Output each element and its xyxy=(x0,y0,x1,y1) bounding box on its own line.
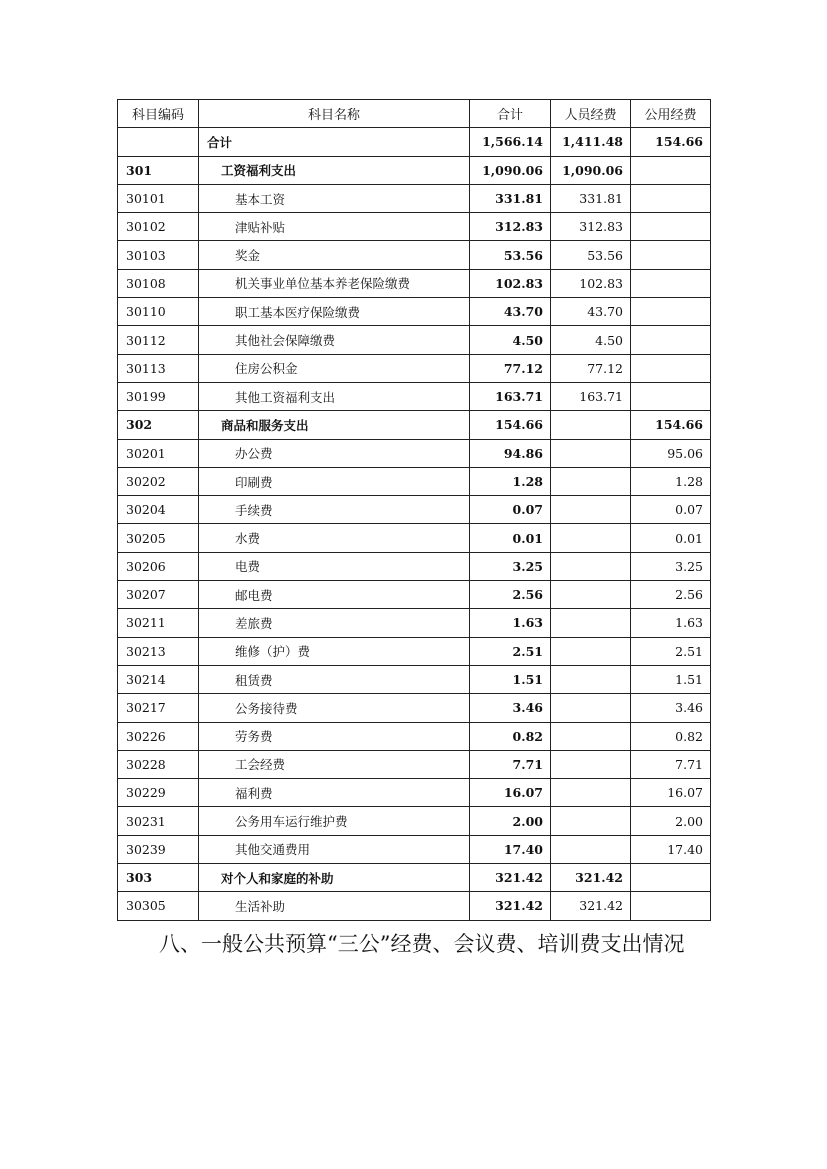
row-code: 30112 xyxy=(118,326,199,354)
row-total: 53.56 xyxy=(470,241,551,269)
row-total: 2.56 xyxy=(470,581,551,609)
table-row xyxy=(118,665,711,693)
row-code: 30201 xyxy=(118,439,199,467)
row-name: 生活补助 xyxy=(199,892,470,920)
row-public xyxy=(631,354,711,382)
row-name: 公务用车运行维护费 xyxy=(199,807,470,835)
row-personnel xyxy=(551,609,631,637)
row-public: 2.00 xyxy=(631,807,711,835)
table-row xyxy=(118,467,711,495)
table-row xyxy=(118,298,711,326)
row-public xyxy=(631,326,711,354)
table-row xyxy=(118,496,711,524)
row-personnel xyxy=(551,496,631,524)
row-code: 30211 xyxy=(118,609,199,637)
row-name: 对个人和家庭的补助 xyxy=(199,864,470,892)
row-name: 工资福利支出 xyxy=(199,156,470,184)
row-code: 30199 xyxy=(118,382,199,410)
table-row xyxy=(118,552,711,580)
row-code: 30239 xyxy=(118,835,199,863)
row-name: 电费 xyxy=(199,552,470,580)
row-public xyxy=(631,298,711,326)
row-personnel xyxy=(551,524,631,552)
row-total: 3.25 xyxy=(470,552,551,580)
table-row xyxy=(118,835,711,863)
row-name: 基本工资 xyxy=(199,184,470,212)
row-personnel: 1,411.48 xyxy=(551,128,631,156)
row-total: 0.01 xyxy=(470,524,551,552)
row-total: 321.42 xyxy=(470,892,551,920)
row-name: 租赁费 xyxy=(199,665,470,693)
row-public: 16.07 xyxy=(631,779,711,807)
row-public: 2.51 xyxy=(631,637,711,665)
row-public: 7.71 xyxy=(631,750,711,778)
row-total: 102.83 xyxy=(470,269,551,297)
row-personnel xyxy=(551,581,631,609)
row-total: 1.63 xyxy=(470,609,551,637)
row-total: 17.40 xyxy=(470,835,551,863)
row-code: 30226 xyxy=(118,722,199,750)
table-row xyxy=(118,750,711,778)
row-public: 1.51 xyxy=(631,665,711,693)
row-personnel xyxy=(551,552,631,580)
header-public: 公用经费 xyxy=(631,100,711,128)
row-name: 劳务费 xyxy=(199,722,470,750)
row-name: 工会经费 xyxy=(199,750,470,778)
row-total: 2.00 xyxy=(470,807,551,835)
row-personnel xyxy=(551,722,631,750)
row-public: 154.66 xyxy=(631,128,711,156)
row-personnel: 4.50 xyxy=(551,326,631,354)
table-header-row xyxy=(118,100,711,128)
row-public xyxy=(631,864,711,892)
row-code: 30217 xyxy=(118,694,199,722)
row-personnel: 77.12 xyxy=(551,354,631,382)
row-total: 0.07 xyxy=(470,496,551,524)
row-personnel xyxy=(551,807,631,835)
row-total: 0.82 xyxy=(470,722,551,750)
row-code: 30202 xyxy=(118,467,199,495)
row-name: 办公费 xyxy=(199,439,470,467)
header-total: 合计 xyxy=(470,100,551,128)
header-code: 科目编码 xyxy=(118,100,199,128)
row-code: 30213 xyxy=(118,637,199,665)
row-total: 1,090.06 xyxy=(470,156,551,184)
row-public xyxy=(631,241,711,269)
row-total: 154.66 xyxy=(470,411,551,439)
row-name: 水费 xyxy=(199,524,470,552)
row-code: 30305 xyxy=(118,892,199,920)
row-code: 30113 xyxy=(118,354,199,382)
row-code: 30103 xyxy=(118,241,199,269)
row-personnel xyxy=(551,439,631,467)
row-name: 公务接待费 xyxy=(199,694,470,722)
row-public: 3.46 xyxy=(631,694,711,722)
row-code: 30207 xyxy=(118,581,199,609)
table-row xyxy=(118,864,711,892)
row-code: 30108 xyxy=(118,269,199,297)
row-public: 0.82 xyxy=(631,722,711,750)
row-public xyxy=(631,382,711,410)
table-row xyxy=(118,609,711,637)
row-name: 商品和服务支出 xyxy=(199,411,470,439)
row-public xyxy=(631,156,711,184)
row-code: 301 xyxy=(118,156,199,184)
row-name: 住房公积金 xyxy=(199,354,470,382)
row-public: 1.63 xyxy=(631,609,711,637)
expenditure-table xyxy=(117,99,711,921)
header-name: 科目名称 xyxy=(199,100,470,128)
row-code: 30214 xyxy=(118,665,199,693)
row-total: 1,566.14 xyxy=(470,128,551,156)
row-personnel xyxy=(551,467,631,495)
row-total: 2.51 xyxy=(470,637,551,665)
row-total: 1.28 xyxy=(470,467,551,495)
row-personnel: 331.81 xyxy=(551,184,631,212)
row-code: 303 xyxy=(118,864,199,892)
row-personnel: 163.71 xyxy=(551,382,631,410)
row-name: 其他交通费用 xyxy=(199,835,470,863)
table-row xyxy=(118,128,711,156)
row-name: 其他工资福利支出 xyxy=(199,382,470,410)
table-row xyxy=(118,694,711,722)
row-total: 43.70 xyxy=(470,298,551,326)
table-row xyxy=(118,156,711,184)
table-row xyxy=(118,439,711,467)
row-total: 94.86 xyxy=(470,439,551,467)
table-row xyxy=(118,807,711,835)
table-row xyxy=(118,892,711,920)
table-row xyxy=(118,382,711,410)
row-personnel xyxy=(551,694,631,722)
row-personnel xyxy=(551,835,631,863)
row-personnel xyxy=(551,779,631,807)
row-total: 312.83 xyxy=(470,213,551,241)
table-row xyxy=(118,354,711,382)
row-total: 1.51 xyxy=(470,665,551,693)
row-personnel xyxy=(551,750,631,778)
row-personnel xyxy=(551,411,631,439)
row-name: 合计 xyxy=(199,128,470,156)
row-personnel xyxy=(551,637,631,665)
row-total: 321.42 xyxy=(470,864,551,892)
row-public xyxy=(631,269,711,297)
row-total: 163.71 xyxy=(470,382,551,410)
row-public: 2.56 xyxy=(631,581,711,609)
row-name: 福利费 xyxy=(199,779,470,807)
row-name: 印刷费 xyxy=(199,467,470,495)
table-row xyxy=(118,184,711,212)
row-total: 16.07 xyxy=(470,779,551,807)
row-name: 邮电费 xyxy=(199,581,470,609)
row-total: 331.81 xyxy=(470,184,551,212)
table-row xyxy=(118,779,711,807)
row-personnel: 321.42 xyxy=(551,864,631,892)
row-public: 0.01 xyxy=(631,524,711,552)
row-code: 30205 xyxy=(118,524,199,552)
row-code: 30229 xyxy=(118,779,199,807)
row-personnel: 312.83 xyxy=(551,213,631,241)
table-row xyxy=(118,581,711,609)
row-personnel: 102.83 xyxy=(551,269,631,297)
row-name: 职工基本医疗保险缴费 xyxy=(199,298,470,326)
row-public xyxy=(631,184,711,212)
row-name: 奖金 xyxy=(199,241,470,269)
row-public: 1.28 xyxy=(631,467,711,495)
table-row xyxy=(118,411,711,439)
row-name: 手续费 xyxy=(199,496,470,524)
row-total: 77.12 xyxy=(470,354,551,382)
row-code: 30204 xyxy=(118,496,199,524)
row-public: 3.25 xyxy=(631,552,711,580)
row-total: 7.71 xyxy=(470,750,551,778)
row-public: 17.40 xyxy=(631,835,711,863)
table-row xyxy=(118,213,711,241)
row-personnel xyxy=(551,665,631,693)
row-code: 30110 xyxy=(118,298,199,326)
row-name: 津贴补贴 xyxy=(199,213,470,241)
row-code: 30231 xyxy=(118,807,199,835)
row-total: 3.46 xyxy=(470,694,551,722)
row-code xyxy=(118,128,199,156)
row-public: 154.66 xyxy=(631,411,711,439)
table-row xyxy=(118,637,711,665)
row-personnel: 53.56 xyxy=(551,241,631,269)
row-code: 302 xyxy=(118,411,199,439)
row-code: 30206 xyxy=(118,552,199,580)
row-public: 0.07 xyxy=(631,496,711,524)
row-code: 30228 xyxy=(118,750,199,778)
row-name: 维修（护）费 xyxy=(199,637,470,665)
row-name: 其他社会保障缴费 xyxy=(199,326,470,354)
table-row xyxy=(118,269,711,297)
row-public xyxy=(631,892,711,920)
row-personnel: 1,090.06 xyxy=(551,156,631,184)
row-name: 差旅费 xyxy=(199,609,470,637)
table-row xyxy=(118,722,711,750)
header-personnel: 人员经费 xyxy=(551,100,631,128)
row-total: 4.50 xyxy=(470,326,551,354)
row-personnel: 321.42 xyxy=(551,892,631,920)
row-code: 30102 xyxy=(118,213,199,241)
row-name: 机关事业单位基本养老保险缴费 xyxy=(199,269,470,297)
table-row xyxy=(118,524,711,552)
table-row xyxy=(118,241,711,269)
row-personnel: 43.70 xyxy=(551,298,631,326)
section-heading xyxy=(117,922,717,967)
table-row xyxy=(118,326,711,354)
section-heading-text: 八、一般公共预算“三公”经费、会议费、培训费支出情况 xyxy=(159,932,685,956)
row-public xyxy=(631,213,711,241)
row-public: 95.06 xyxy=(631,439,711,467)
row-code: 30101 xyxy=(118,184,199,212)
